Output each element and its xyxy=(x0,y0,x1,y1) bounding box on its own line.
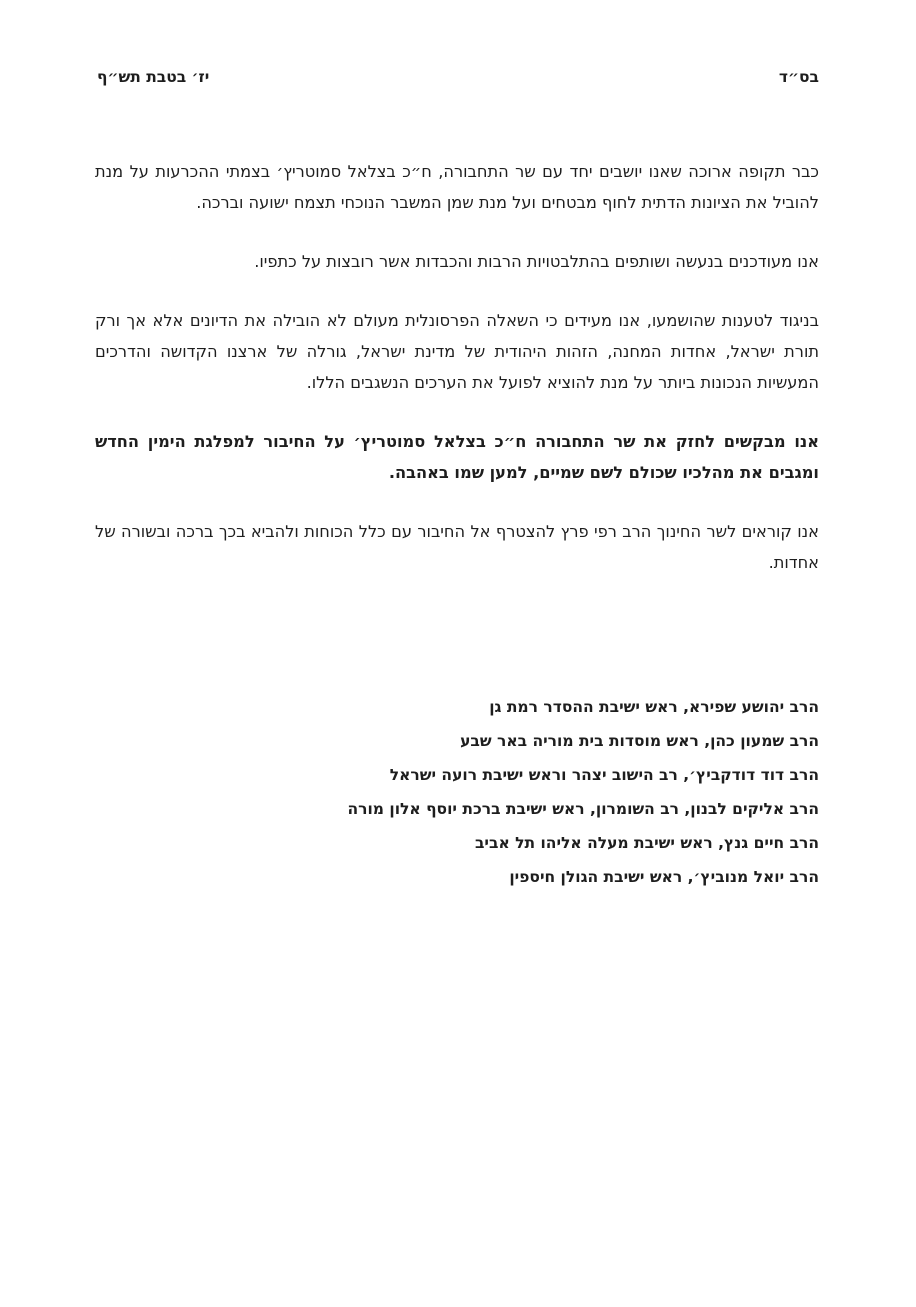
paragraph-testimony: בניגוד לטענות שהושמעו, אנו מעידים כי השאלה הפרסונלית מעולם לא הובילה את הדיונים אלא אך ורק תורת ישראל, אחדות המחנה, הזהות היהודית של מדינת ישראל, גורלה של ארצנו הקדושה והדרכים המעשיות הנכונות ביותר על מנת להוציא לפועל את הערכים הנשגבים הללו. xyxy=(95,311,819,392)
bsd-heading: בס״ד xyxy=(778,68,819,86)
signature-list xyxy=(95,690,819,894)
signature-line: הרב אליקים לבנון, רב השומרון, ראש ישיבת ברכת יוסף אלון מורה xyxy=(347,800,819,818)
signature-line: הרב חיים גנץ, ראש ישיבת מעלה אליהו תל אביב xyxy=(474,834,819,852)
signature-line: הרב יהושע שפירא, ראש ישיבת ההסדר רמת גן xyxy=(489,698,819,716)
signature-line: הרב דוד דודקביץ׳, רב הישוב יצהר וראש ישיבת רועה ישראל xyxy=(389,766,819,784)
paragraph-updated: אנו מעודכנים בנעשה ושותפים בהתלבטויות הרבות והכבדות אשר רובצות על כתפיו. xyxy=(254,252,819,271)
paragraph-call: אנו קוראים לשר החינוך הרב רפי פרץ להצטרף אל החיבור עם כלל הכוחות ולהביא בכך ברכה ובשורה של אחדות. xyxy=(95,522,819,572)
paragraph-intro: כבר תקופה ארוכה שאנו יושבים יחד עם שר התחבורה, ח״כ בצלאל סמוטריץ׳ בצמתי ההכרעות על מנת להוביל את הציונות הדתית לחוף מבטחים ועל מנת שמן המשבר הנוכחי תצמח ישועה וברכה. xyxy=(95,162,819,212)
signature-line: הרב שמעון כהן, ראש מוסדות בית מוריה באר שבע xyxy=(460,732,819,750)
hebrew-date: יז׳ בטבת תש״ף xyxy=(97,68,210,86)
signature-line: הרב יואל מנוביץ׳, ראש ישיבת הגולן חיספין xyxy=(509,868,819,886)
paragraph-support: אנו מבקשים לחזק את שר התחבורה ח״כ בצלאל סמוטריץ׳ על החיבור למפלגת הימין החדש ומגבים את מהלכיו שכולם לשם שמיים, למען שמו באהבה. xyxy=(95,432,819,482)
letter-header xyxy=(97,68,819,92)
letter-body xyxy=(95,156,819,606)
